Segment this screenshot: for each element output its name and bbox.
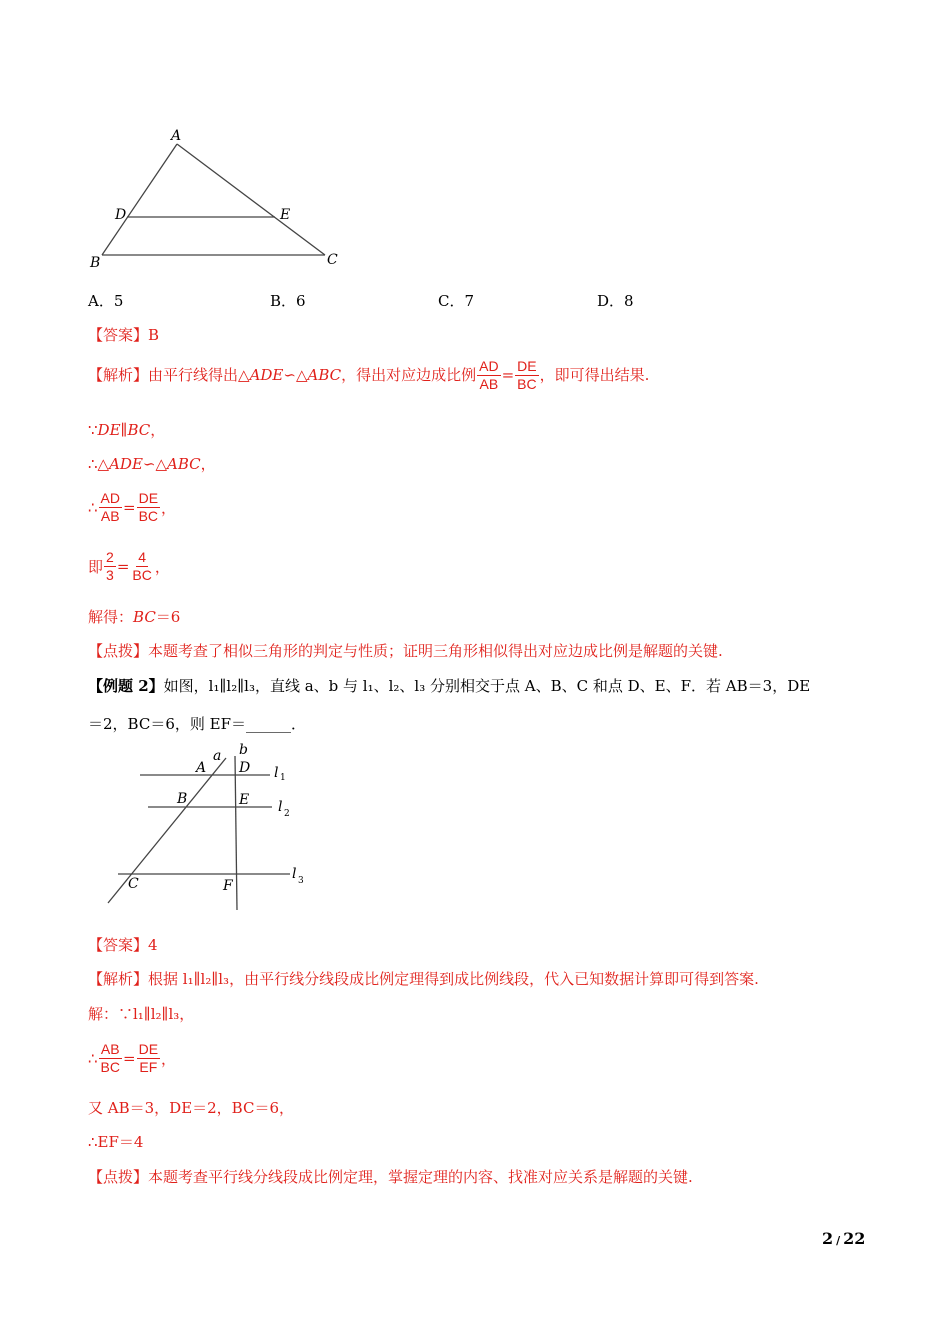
tip-1: 【点拨】本题考查了相似三角形的判定与性质；证明三角形相似得出对应边成比例是解题的关键. [88, 642, 723, 660]
analysis-tag: 【解析】 [88, 366, 149, 384]
label-l2: l [278, 799, 283, 815]
option-a: A．5 [88, 292, 124, 310]
example-tag: 【例题 2】 [88, 677, 164, 695]
label-A: A [171, 128, 182, 144]
label-C: C [327, 252, 338, 268]
analysis-text-b: ，得出对应边成比例 [341, 366, 477, 384]
triangle-abc: △ABC [295, 366, 342, 384]
analysis-1 [88, 358, 649, 393]
fraction-ad-ab: $\frac{AD}{AB}$ [479, 358, 499, 392]
fraction-de-bc: $\frac{DE}{BC}$ [517, 358, 537, 392]
option-c: C．7 [438, 292, 475, 310]
label-F: F [223, 878, 233, 894]
label-A: A [196, 760, 207, 776]
example-2-line-1: 【例题 2】如图，l₁∥l₂∥l₃，直线 a、b 与 l₁、l₂、l₃ 分别相交于点 A、B、C 和点 D、E、F．若 AB＝3，DE [88, 677, 811, 695]
option-b: B．6 [270, 292, 306, 310]
analysis-2: 【解析】根据 l₁∥l₂∥l₃，由平行线分线段成比例定理得到成比例线段，代入已知数据计算即可得到答案. [88, 970, 759, 988]
triangle-figure [85, 120, 355, 275]
label-l2-sub: 2 [284, 809, 290, 819]
answer-1 [88, 324, 159, 345]
label-b: b [239, 742, 248, 758]
q2-step-1: 解：∵l₁∥l₂∥l₃， [88, 1005, 195, 1023]
q2-step-3: 又 AB＝3，DE＝2，BC＝6， [88, 1099, 295, 1117]
label-l3: l [292, 866, 297, 882]
label-C: C [128, 876, 139, 892]
label-a: a [213, 748, 222, 764]
label-l3-sub: 3 [298, 876, 304, 886]
step-3: ∴ $\frac{AD}{AB}$ = $\frac{DE}{BC}$ ， [88, 490, 177, 524]
example-2-line-2: ＝2，BC＝6，则 EF＝______． [88, 715, 306, 733]
step-2: ∴△ADE∽△ABC， [88, 455, 216, 473]
similar-symbol: ∽ [283, 366, 296, 384]
step-5: 解得：BC＝6 [88, 608, 181, 626]
label-l1-sub: 1 [280, 773, 286, 783]
analysis-text-c: ，即可得出结果. [539, 366, 650, 384]
answer-2: 【答案】4 [88, 936, 158, 954]
label-E: E [280, 207, 291, 223]
answer-value: B [148, 326, 160, 344]
equals: = [501, 366, 515, 384]
q2-step-4: ∴EF＝4 [88, 1133, 144, 1151]
step-4: 即 $\frac{2}{3}$ = $\frac{4}{BC}$ ， [88, 549, 170, 583]
option-d: D．8 [597, 292, 634, 310]
tip-tag: 【点拨】 [88, 642, 149, 660]
label-B: B [177, 791, 188, 807]
analysis-text-a: 由平行线得出 [148, 366, 239, 384]
q2-step-2: ∴ $\frac{AB}{BC}$ = $\frac{DE}{EF}$ ， [88, 1041, 177, 1075]
label-D: D [239, 760, 251, 776]
parallel-lines-figure [100, 740, 320, 915]
label-D: D [115, 207, 127, 223]
label-l1: l [274, 765, 279, 781]
page-number: 2 / 22 [822, 1229, 866, 1248]
triangle-ade: △ADE [238, 366, 284, 384]
step-1: ∵DE∥BC， [88, 421, 166, 439]
label-E: E [239, 792, 250, 808]
label-B: B [90, 255, 101, 271]
answer-tag: 【答案】 [88, 326, 149, 344]
tip-2: 【点拨】本题考查平行线分线段成比例定理，掌握定理的内容、找准对应关系是解题的关键. [88, 1168, 693, 1186]
